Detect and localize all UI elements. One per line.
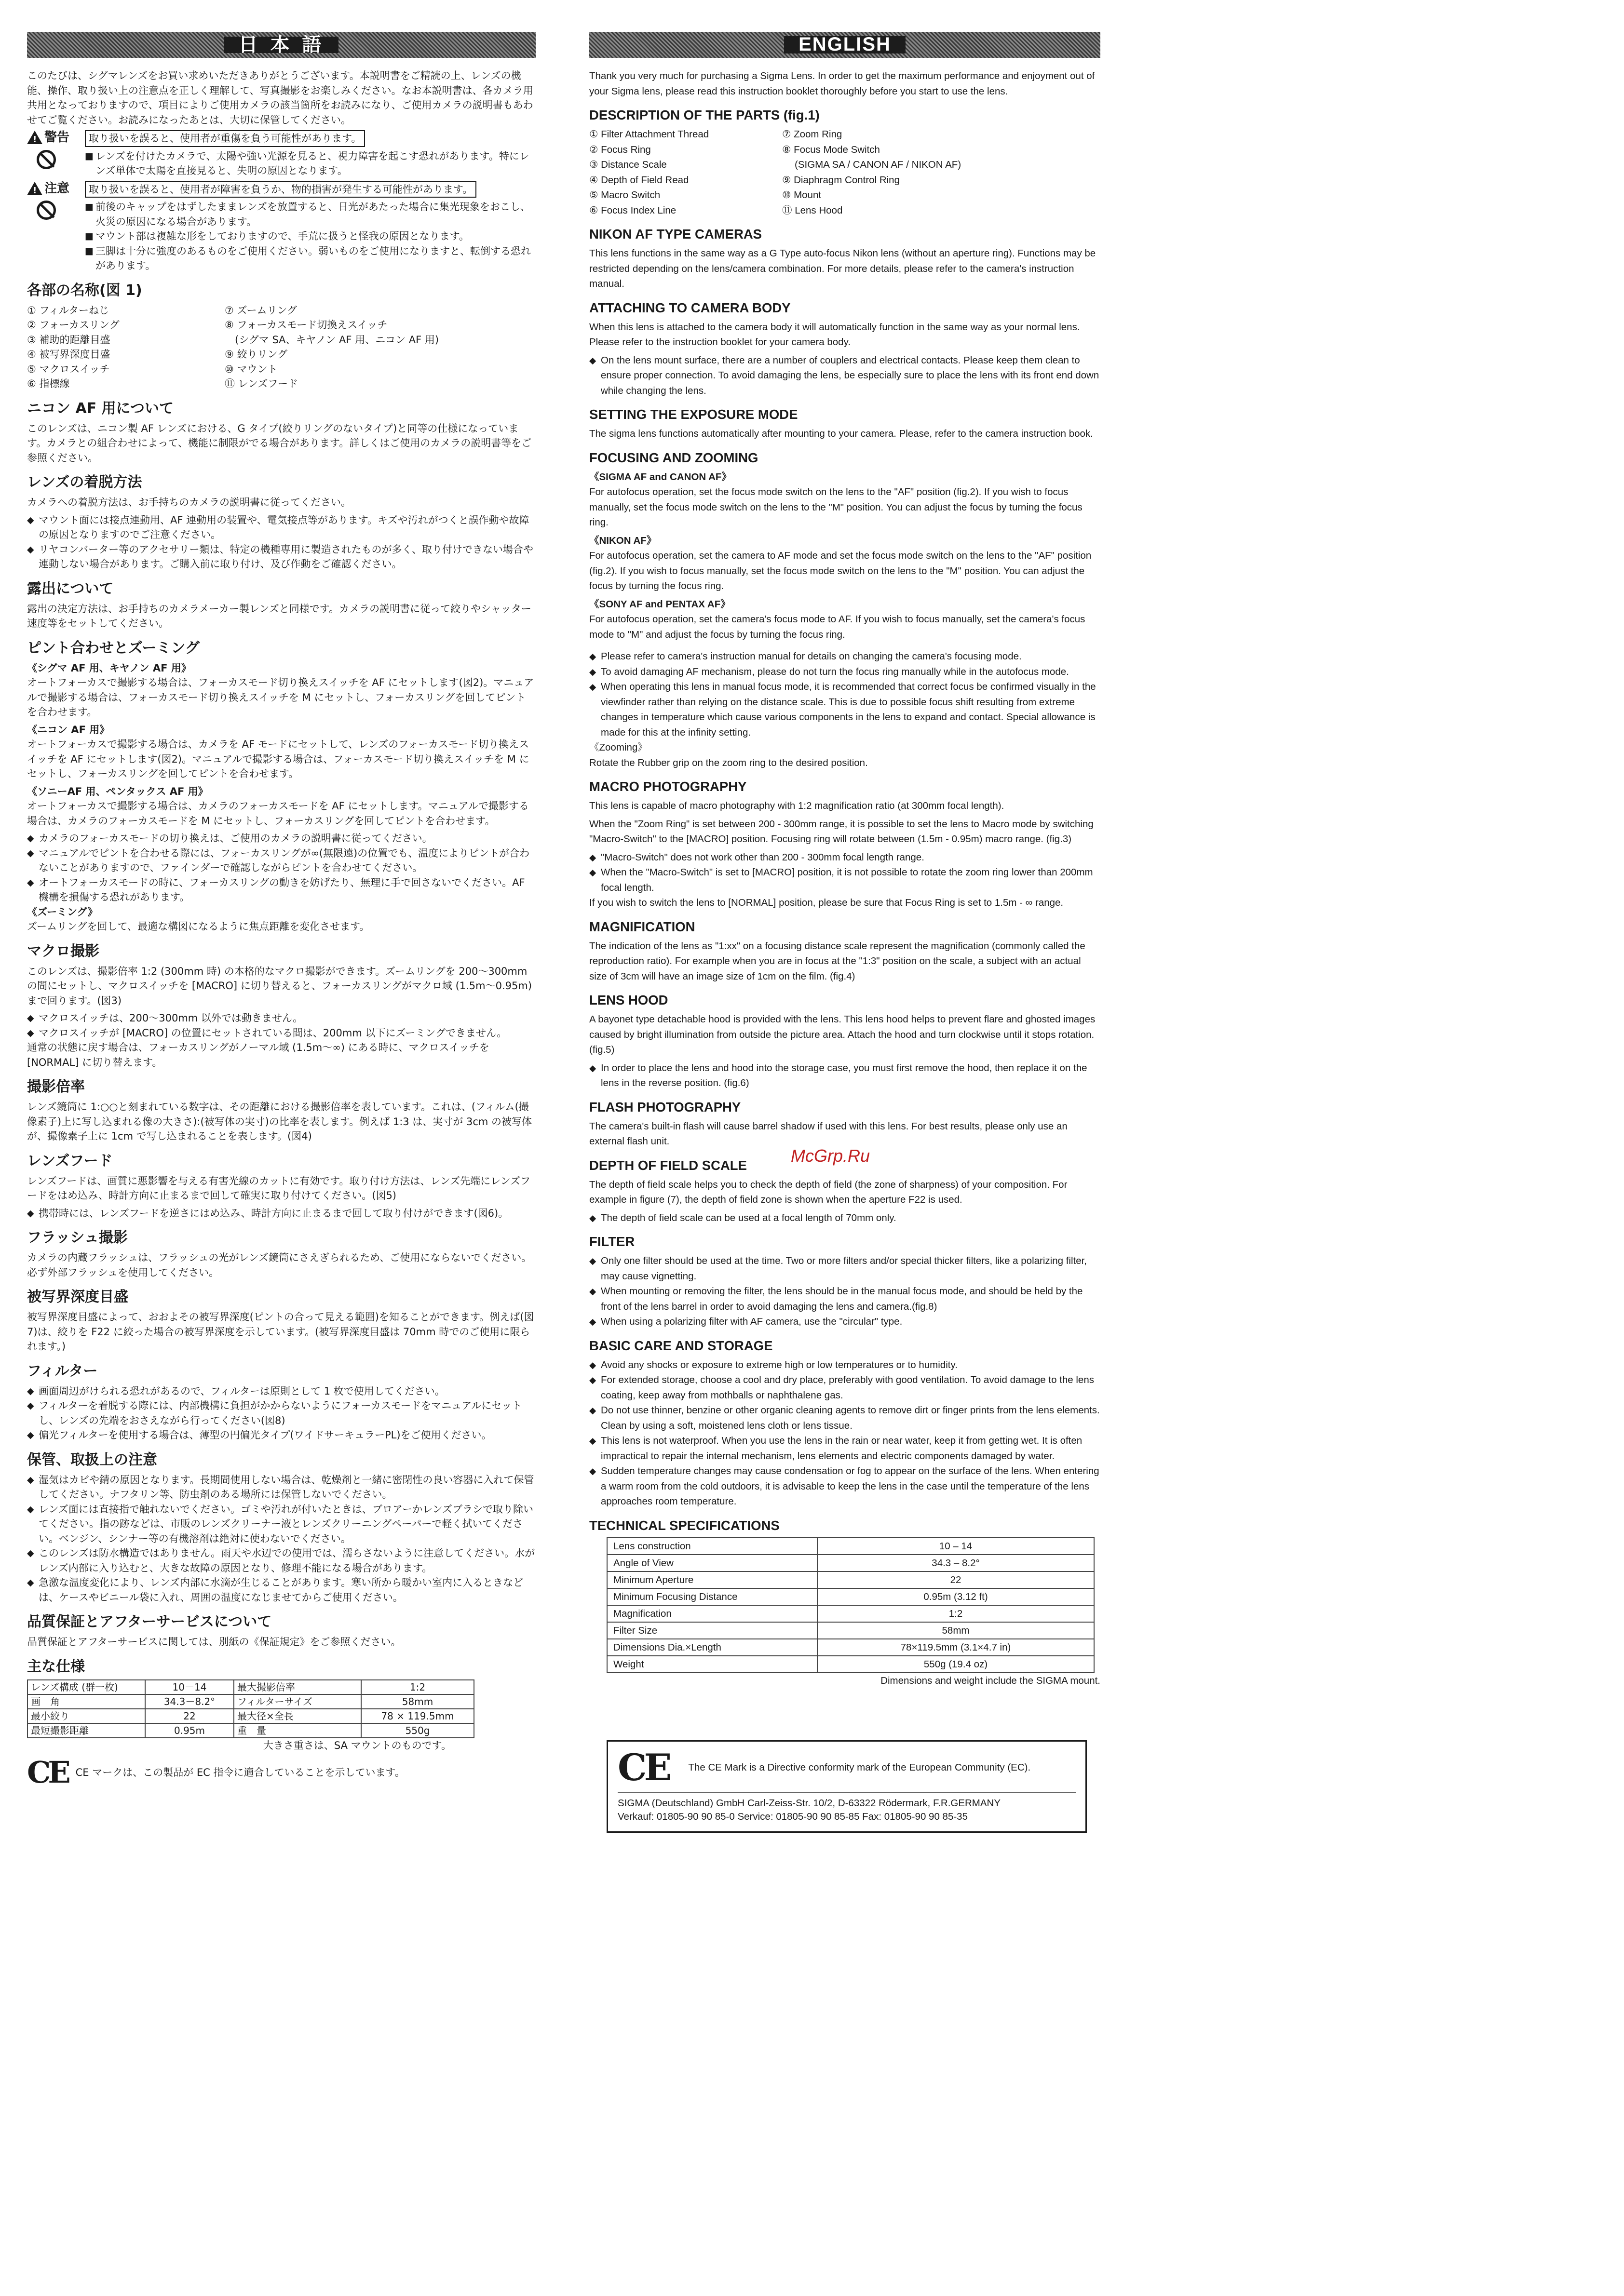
- part-item: ⑪ Lens Hood: [782, 204, 843, 216]
- spec-row: [607, 1538, 1094, 1555]
- focus-text: For autofocus operation, set the camera's focus mode to AF. If you wish to focus manually, set the camera's focus mode to "M" and adjust the focus by turning the focus ring.: [589, 614, 1085, 640]
- part-item: ⑪ レンズフード: [225, 378, 298, 389]
- macro-text-en: When the "Zoom Ring" is set between 200 - 300mm range, it is possible to set the lens to Macro mode by switching "Macro-Switch" to the [MACRO] position. Focusing ring will rotate between (1.5m - 0.95m) macro range. (fig.3): [589, 818, 1094, 845]
- part-item: ① フィルターねじ: [27, 304, 109, 316]
- warning-icon: [27, 131, 42, 144]
- focus-subheading: 《SIGMA AF and CANON AF》: [589, 471, 731, 483]
- part-item: ⑦ ズームリング: [225, 304, 298, 316]
- exposure-text-en: The sigma lens functions automatically after mounting to your camera. Please, refer to the camera instruction book.: [589, 428, 1093, 439]
- spec-value: 78 × 119.5mm: [361, 1709, 474, 1723]
- part-item: ③ Distance Scale: [589, 159, 667, 170]
- caution-icon: [27, 182, 42, 195]
- intro-jp: このたびは、シグマレンズをお買い求めいただきありがとうございます。本説明書をご精読の上、レンズの機能、操作、取り扱い上の注意点を正しく理解して、写真撮影をお楽しみください。なお本説明書は、各カメラ用共用となっておりますので、項目によりご使用カメラの該当箇所をお読みになり、ご使用カメラの説明書もあわせてご覧ください。お読みになったあとは、大切に保管してください。: [27, 70, 533, 126]
- spec-value: 34.3－8.2°: [145, 1694, 234, 1709]
- hood-heading-en: LENS HOOD: [589, 993, 668, 1007]
- japanese-title: 日 本 語: [224, 37, 339, 54]
- care-item: ◆ This lens is not waterproof. When you use the lens in the rain or near water, keep it from getting wet. It is often impractical to repair the internal mechanism, lens elements and electric components damaged by water.: [589, 1433, 1100, 1464]
- care-item: ◆ Do not use thinner, benzine or other organic cleaning agents to remove dirt or finger prints from the lens elements. Clean by using a soft, moistened lens cloth or lens tissue.: [589, 1403, 1100, 1433]
- spec-row: [27, 1723, 474, 1738]
- ce-text-jp: CE マークは、この製品が EC 指令に適合していることを示しています。: [75, 1767, 405, 1778]
- macro-item: ◆ "Macro-Switch" does not work other than 200 - 300mm focal length range.: [589, 850, 1100, 865]
- spec-label: Angle of View: [607, 1555, 817, 1571]
- intro-en: Thank you very much for purchasing a Sigma Lens. In order to get the maximum performance and enjoyment out of your Sigma lens, please read this instruction booklet thoroughly before you start to use the lens.: [589, 70, 1095, 97]
- company-address: SIGMA (Deutschland) GmbH Carl-Zeiss-Str. 10/2, D-63322 Rödermark, F.R.GERMANY: [618, 1798, 1001, 1809]
- nikon-heading-en: NIKON AF TYPE CAMERAS: [589, 227, 762, 242]
- warning-box: 取り扱いを誤ると、使用者が重傷を負う可能性があります。: [85, 130, 365, 147]
- zoom-subheading: 《ズーミング》: [27, 906, 98, 918]
- spec-label: Lens construction: [607, 1538, 817, 1555]
- flash-heading-en: FLASH PHOTOGRAPHY: [589, 1099, 741, 1114]
- focus-text: オートフォーカスで撮影する場合は、フォーカスモード切り換えスイッチを AF にセットします(図2)。マニュアルで撮影する場合は、フォーカスモード切り換えスイッチを M にセットし、フォーカスリングを回してピントを合わせます。: [27, 677, 534, 718]
- focus-item: ◆ マニュアルでピントを合わせる際には、フォーカスリングが∞(無限遠)の位置でも、温度によりピントが合わないことがありますので、ファインダーで確認しながらピントを合わせてください。: [27, 846, 536, 875]
- magnification-heading-en: MAGNIFICATION: [589, 919, 695, 934]
- focus-heading-en: FOCUSING AND ZOOMING: [589, 450, 758, 465]
- filter-item: ◆ When using a polarizing filter with AF camera, use the "circular" type.: [589, 1314, 1100, 1329]
- spec-value: 550g (19.4 oz): [817, 1656, 1094, 1673]
- attach-text-en: When this lens is attached to the camera body it will automatically function in the same way as your normal lens. Please refer to the instruction booklet for your camera body.: [589, 321, 1080, 348]
- specs-heading-en: TECHNICAL SPECIFICATIONS: [589, 1517, 780, 1533]
- zoom-subheading: 《Zooming》: [589, 742, 648, 753]
- part-item: ⑧ フォーカスモード切換えスイッチ: [225, 319, 388, 331]
- spec-label: 重 量: [234, 1723, 361, 1738]
- macro-heading-en: MACRO PHOTOGRAPHY: [589, 779, 747, 794]
- focus-heading-jp: ピント合わせとズーミング: [27, 639, 200, 657]
- prohibited-icon: [37, 201, 56, 220]
- flash-text-en: The camera's built-in flash will cause barrel shadow if used with this lens. For best results, please only use an external flash unit.: [589, 1120, 1068, 1147]
- magnification-text-en: The indication of the lens as "1:xx" on a focusing distance scale represent the magnification (commonly called the reproduction ratio). For example when you are in focus at the "1:3" position on the scale, a subject with an actual size of 3cm will have an image size of 1cm on the film. (fig.4): [589, 940, 1085, 982]
- warranty-text-jp: 品質保証とアフターサービスに関しては、別紙の《保証規定》をご参照ください。: [27, 1636, 401, 1648]
- focus-item: ◆ Please refer to camera's instruction manual for details on changing the camera's focusing mode.: [589, 649, 1100, 664]
- caution-box: 取り扱いを誤ると、使用者が障害を負うか、物的損害が発生する可能性があります。: [85, 181, 476, 198]
- english-title-banner: [589, 32, 1100, 58]
- spec-label: Minimum Focusing Distance: [607, 1588, 817, 1605]
- part-item: ⑥ Focus Index Line: [589, 204, 677, 216]
- spec-label: Minimum Aperture: [607, 1571, 817, 1588]
- warranty-heading-jp: 品質保証とアフターサービスについて: [27, 1613, 272, 1630]
- spec-value: 10 – 14: [817, 1538, 1094, 1555]
- part-item: ⑧ Focus Mode Switch: [782, 144, 880, 155]
- filter-item: ◆ フィルターを着脱する際には、内部機構に負担がかからないようにフォーカスモードをマニュアルにセットし、レンズの先端をおさえながら行ってください(図8): [27, 1398, 536, 1428]
- spec-table-jp: [27, 1679, 474, 1738]
- spec-label: Magnification: [607, 1605, 817, 1622]
- macro-text-en: This lens is capable of macro photography with 1:2 magnification ratio (at 300mm focal length).: [589, 800, 1004, 811]
- exposure-heading-en: SETTING THE EXPOSURE MODE: [589, 407, 798, 422]
- caution-label: 注意: [44, 181, 70, 196]
- parts-list-en: [589, 127, 1100, 218]
- spec-note-en: Dimensions and weight include the SIGMA mount.: [880, 1675, 1100, 1686]
- part-item: ⑨ Diaphragm Control Ring: [782, 174, 900, 186]
- care-item: ◆ For extended storage, choose a cool and dry place, preferably with good ventilation. To avoid damage to the lens coating, keep away from mothballs or naphthalene gas.: [589, 1372, 1100, 1403]
- spec-row: [607, 1656, 1094, 1673]
- focus-item: ◆ オートフォーカスモードの時に、フォーカスリングの動きを妨げたり、無理に手で回さないでください。AF 機構を損傷する恐れがあります。: [27, 875, 536, 905]
- spec-label: Weight: [607, 1656, 817, 1673]
- focus-item: ◆ When operating this lens in manual focus mode, it is recommended that correct focus be confirmed visually in the viewfinder rather than relying on the distance scale. This is due to possible focus shift resulting from extreme changes in temperature which cause various components in the lens to expand and contact. Special allowance is made for this at the infinity setting.: [589, 679, 1100, 740]
- spec-table-en: [607, 1537, 1095, 1673]
- macro-item: ◆ マクロスイッチは、200～300mm 以外では動きません。: [27, 1011, 536, 1026]
- spec-row: [27, 1709, 474, 1723]
- care-item: ◆ レンズ面には直接指で触れないでください。ゴミや汚れが付いたときは、ブロアーかレンズブラシで取り除いてください。指の跡などは、市販のレンズクリーナー液とレンズクリーニングペーパーで軽く拭いてください。ベンジン、シンナー等の有機溶剤は絶対に使わないでください。: [27, 1502, 536, 1546]
- parts-heading-jp: 各部の名称(図 1): [27, 282, 142, 299]
- caution-block: [27, 181, 536, 273]
- ce-mark-logo: CE: [618, 1746, 669, 1789]
- spec-value: 22: [817, 1571, 1094, 1588]
- spec-value: 34.3 – 8.2°: [817, 1555, 1094, 1571]
- magnification-text-jp: レンズ鏡筒に 1:○○と刻まれている数字は、その距離における撮影倍率を表しています。これは、(フィルム(撮像素子)上に写し込まれる像の大きさ):(被写体の実寸)の比率を表します。例えば 1:3 は、実寸が 3cm の被写体が、撮像素子上に 1cm で写し込まれることを表します。(図4): [27, 1101, 532, 1142]
- spec-value: 0.95m (3.12 ft): [817, 1588, 1094, 1605]
- hood-item: ◆ In order to place the lens and hood into the storage case, you must first remove the hood, then replace it on the lens in the reverse position. (fig.6): [589, 1061, 1100, 1091]
- magnification-heading-jp: 撮影倍率: [27, 1078, 85, 1095]
- ce-mark-logo: CE: [27, 1755, 68, 1790]
- dof-heading-jp: 被写界深度目盛: [27, 1289, 128, 1305]
- care-item: ◆ 湿気はカビや錆の原因となります。長期間使用しない場合は、乾燥剤と一緒に密閉性の良い容器に入れて保管してください。ナフタリン等、防虫剤のある場所には保管しないでください。: [27, 1473, 536, 1502]
- spec-value: 10－14: [145, 1680, 234, 1694]
- part-item: ② フォーカスリング: [27, 319, 120, 331]
- spec-row: [27, 1694, 474, 1709]
- ce-line-jp: [27, 1755, 536, 1790]
- filter-heading-jp: フィルター: [27, 1362, 98, 1380]
- care-heading-en: BASIC CARE AND STORAGE: [589, 1338, 773, 1353]
- filter-item: ◆ 偏光フィルターを使用する場合は、薄型の円偏光タイプ(ワイドサーキュラーPL)をご使用ください。: [27, 1428, 536, 1443]
- focus-text: オートフォーカスで撮影する場合は、カメラのフォーカスモードを AF にセットします。マニュアルで撮影する場合は、カメラのフォーカスモードを M にセットし、フォーカスリングを回してピントを合わせます。: [27, 800, 529, 827]
- exposure-heading-jp: 露出について: [27, 580, 114, 597]
- care-item: ◆ 急激な温度変化により、レンズ内部に水滴が生じることがあります。寒い所から暖かい室内に入るときなどは、ケースやビニール袋に入れ、周囲の温度になじませてからご使用ください。: [27, 1575, 536, 1605]
- spec-row: [607, 1571, 1094, 1588]
- part-item: ⑩ マウント: [225, 363, 278, 375]
- part-item: ② Focus Ring: [589, 144, 651, 155]
- part-item: ⑤ マクロスイッチ: [27, 363, 110, 375]
- dof-heading-en: DEPTH OF FIELD SCALE: [589, 1157, 747, 1173]
- english-column: [589, 32, 1100, 1833]
- focus-text: For autofocus operation, set the camera to AF mode and set the focus mode switch on the lens to the "AF" position (fig.2). If you wish to focus manually, set the focus mode switch on the lens to the "M" position. You can adjust the focus by turning the focus ring.: [589, 550, 1092, 591]
- spec-row: [607, 1605, 1094, 1622]
- dof-text-en: The depth of field scale helps you to check the depth of field (the zone of sharpness) of your composition. For example in figure (7), the depth of field zone is shown when the aperture F22 is used.: [589, 1179, 1068, 1205]
- spec-label: 最短撮影距離: [27, 1723, 145, 1738]
- nikon-heading-jp: ニコン AF 用について: [27, 400, 174, 417]
- nikon-text-en: This lens functions in the same way as a G Type auto-focus Nikon lens (without an aperture ring). Functions may be restricted depending on the lens/camera combination. For more details, please refer to the camera's instruction manual.: [589, 248, 1096, 289]
- attach-item: ◆ リヤコンバーター等のアクセサリー類は、特定の機種専用に製造されたものが多く、取り付けできない場合や連動しない場合があります。ご購入前に取り付け、及び作動をご確認ください。: [27, 542, 536, 572]
- attach-heading-jp: レンズの着脱方法: [27, 474, 142, 491]
- ce-text-en: The CE Mark is a Directive conformity mark of the European Community (EC).: [688, 1762, 1031, 1773]
- spec-label: レンズ構成 (群一枚): [27, 1680, 145, 1694]
- focus-subheading: 《NIKON AF》: [589, 535, 657, 546]
- hood-heading-jp: レンズフード: [27, 1152, 113, 1169]
- specs-heading-jp: 主な仕様: [27, 1658, 85, 1675]
- warning-block: [27, 130, 536, 178]
- attach-item: ◆ On the lens mount surface, there are a number of couplers and electrical contacts. Please keep them clean to ensure proper connection. To avoid damaging the lens, be especially sure to place the lens with its front end down while changing the lens.: [589, 353, 1100, 399]
- focus-item: ◆ To avoid damaging AF mechanism, please do not turn the focus ring manually while in the autofocus mode.: [589, 664, 1100, 680]
- part-item: (シグマ SA、キヤノン AF 用、ニコン AF 用): [225, 334, 439, 346]
- part-item: ⑥ 指標線: [27, 378, 70, 389]
- attach-text-jp: カメラへの着脱方法は、お手持ちのカメラの説明書に従ってください。: [27, 497, 351, 508]
- part-item: (SIGMA SA / CANON AF / NIKON AF): [795, 159, 961, 170]
- spec-value: 78×119.5mm (3.1×4.7 in): [817, 1639, 1094, 1656]
- macro-heading-jp: マクロ撮影: [27, 942, 99, 960]
- nikon-text-jp: このレンズは、ニコン製 AF レンズにおける、G タイプ(絞りリングのないタイプ)と同等の仕様になっています。カメラとの組合わせによって、機能に制限がでる場合があります。詳しくはご使用のカメラの説明書等をご参照ください。: [27, 422, 532, 464]
- part-item: ⑩ Mount: [782, 189, 822, 201]
- care-heading-jp: 保管、取扱上の注意: [27, 1451, 157, 1468]
- spec-value: 1:2: [361, 1680, 474, 1694]
- dof-item: ◆ The depth of field scale can be used at a focal length of 70mm only.: [589, 1210, 1100, 1226]
- part-item: ⑦ Zoom Ring: [782, 129, 842, 140]
- macro-item: ◆ マクロスイッチが [MACRO] の位置にセットされている間は、200mm 以下にズーミングできません。: [27, 1026, 536, 1041]
- hood-item: ◆ 携帯時には、レンズフードを逆さにはめ込み、時計方向に止まるまで回して取り付けができます(図6)。: [27, 1206, 536, 1221]
- spec-row: [607, 1622, 1094, 1639]
- spec-label: 画 角: [27, 1694, 145, 1709]
- warning-item: ■ レンズを付けたカメラで、太陽や強い光源を見ると、視力障害を起こす恐れがあります。特にレンズ単体で太陽を直接見ると、失明の原因となります。: [85, 149, 536, 178]
- parts-list-jp: [27, 303, 536, 391]
- macro-after-jp: 通常の状態に戻す場合は、フォーカスリングがノーマル域 (1.5m～∞) にある時に、マクロスイッチを [NORMAL] に切り替えます。: [27, 1042, 489, 1068]
- attach-item: ◆ マウント面には接点連動用、AF 連動用の装置や、電気接点等があります。キズや汚れがつくと誤作動や故障の原因となりますのでご注意ください。: [27, 513, 536, 542]
- focus-item: ◆ カメラのフォーカスモードの切り換えは、ご使用のカメラの説明書に従ってください。: [27, 831, 536, 846]
- filter-item: ◆ Only one filter should be used at the time. Two or more filters and/or special thicker filters, like a polarizing filter, may cause vignetting.: [589, 1253, 1100, 1284]
- spec-note-jp: 大きさ重さは、SA マウントのものです。: [263, 1739, 451, 1751]
- flash-heading-jp: フラッシュ撮影: [27, 1229, 128, 1246]
- spec-value: 58mm: [817, 1622, 1094, 1639]
- spec-label: 最小絞り: [27, 1709, 145, 1723]
- warning-label: 警告: [44, 130, 70, 145]
- part-item: ④ 被写界深度目盛: [27, 349, 110, 360]
- zoom-text: Rotate the Rubber grip on the zoom ring to the desired position.: [589, 757, 868, 768]
- spec-label: Filter Size: [607, 1622, 817, 1639]
- focus-text: オートフォーカスで撮影する場合は、カメラを AF モードにセットして、レンズのフォーカスモード切り換えスイッチを AF にセットします(図2)。マニュアルで撮影する場合は、フォーカスモード切り換えスイッチを M にセットし、フォーカスリングを回してピントを合わせます。: [27, 738, 529, 779]
- spec-label: フィルターサイズ: [234, 1694, 361, 1709]
- flash-text-jp: カメラの内蔵フラッシュは、フラッシュの光がレンズ鏡筒にさえぎられるため、ご使用にならないでください。必ず外部フラッシュを使用してください。: [27, 1252, 532, 1278]
- spec-value: 1:2: [817, 1605, 1094, 1622]
- part-item: ⑨ 絞りリング: [225, 349, 288, 360]
- spec-value: 550g: [361, 1723, 474, 1738]
- japanese-column: [27, 32, 536, 1790]
- caution-item: ■ マウント部は複雑な形をしておりますので、手荒に扱うと怪我の原因となります。: [85, 229, 536, 244]
- filter-item: ◆ When mounting or removing the filter, the lens should be in the manual focus mode, and should be held by the front of the lens barrel in order to avoid damaging the lens and camera.(fig.8): [589, 1284, 1100, 1314]
- spec-value: 0.95m: [145, 1723, 234, 1738]
- english-title: ENGLISH: [784, 36, 906, 54]
- dof-text-jp: 被写界深度目盛によって、おおよその被写界深度(ピントの合って見える範囲)を知ることができます。例えば(図7)は、絞りを F22 に絞った場合の被写界深度を示しています。(被写界深度目盛は 70mm 時でのご使用に限られます。): [27, 1311, 534, 1352]
- filter-item: ◆ 画面周辺がけられる恐れがあるので、フィルターは原則として 1 枚で使用してください。: [27, 1384, 536, 1399]
- spec-row: [607, 1555, 1094, 1571]
- focus-subheading: 《ソニーAF 用、ペンタックス AF 用》: [27, 785, 208, 797]
- focus-subheading: 《ニコン AF 用》: [27, 724, 110, 736]
- focus-text: For autofocus operation, set the focus mode switch on the lens to the "AF" position (fig.2). If you wish to focus manually, set the focus mode switch on the lens to the "M" position. You can adjust the focus by turning the focus ring.: [589, 486, 1083, 528]
- watermark: McGrp.Ru: [791, 1146, 870, 1166]
- spec-row: [607, 1639, 1094, 1656]
- care-item: ◆ Sudden temperature changes may cause condensation or fog to appear on the surface of the lens. When entering a warm room from the cold outdoors, it is advisable to keep the lens in the case until the temperature of the lens approaches room temperature.: [589, 1464, 1100, 1509]
- part-item: ① Filter Attachment Thread: [589, 129, 709, 140]
- part-item: ④ Depth of Field Read: [589, 174, 689, 186]
- focus-subheading: 《シグマ AF 用、キヤノン AF 用》: [27, 662, 191, 674]
- care-item: ◆ Avoid any shocks or exposure to extreme high or low temperatures or to humidity.: [589, 1357, 1100, 1373]
- part-item: ③ 補助的距離目盛: [27, 334, 110, 346]
- spec-label: 最大撮影倍率: [234, 1680, 361, 1694]
- macro-item: ◆ When the "Macro-Switch" is set to [MACRO] position, it is not possible to rotate the zoom ring lower than 200mm focal length.: [589, 865, 1100, 895]
- exposure-text-jp: 露出の決定方法は、お手持ちのカメラメーカー製レンズと同様です。カメラの説明書に従って絞りやシャッター速度等をセットしてください。: [27, 603, 531, 629]
- parts-heading-en: DESCRIPTION OF THE PARTS (fig.1): [589, 107, 820, 122]
- hood-text-en: A bayonet type detachable hood is provided with the lens. This lens hood helps to prevent flare and ghosted images caused by bright illumination from outside the picture area. Attach the hood and turn clockwise until it stops rotation. (fig.5): [589, 1014, 1096, 1055]
- spec-label: 最大径×全長: [234, 1709, 361, 1723]
- spec-row: [607, 1588, 1094, 1605]
- macro-text-jp: このレンズは、撮影倍率 1:2 (300mm 時) の本格的なマクロ撮影ができます。ズームリングを 200～300mm の間にセットし、マクロスイッチを [MACRO] に切り替えると、フォーカスリングがマクロ域 (1.5m～0.95m) まで回ります。(図3): [27, 965, 532, 1007]
- part-item: ⑤ Macro Switch: [589, 189, 661, 201]
- focus-subheading: 《SONY AF and PENTAX AF》: [589, 598, 731, 610]
- spec-value: 58mm: [361, 1694, 474, 1709]
- spec-row: [27, 1680, 474, 1694]
- prohibited-icon: [37, 150, 56, 169]
- company-phones: Verkauf: 01805-90 90 85-0 Service: 01805-90 90 85-85 Fax: 01805-90 90 85-35: [618, 1811, 968, 1822]
- caution-item: ■ 三脚は十分に強度のあるものをご使用ください。弱いものをご使用になりますと、転倒する恐れがあります。: [85, 244, 536, 273]
- hood-text-jp: レンズフードは、画質に悪影響を与える有害光線のカットに有効です。取り付け方法は、レンズ先端にレンズフードをはめ込み、時計方向に止まるまで回して確実に取り付けてください。(図5): [27, 1175, 531, 1201]
- spec-label: Dimensions Dia.×Length: [607, 1639, 817, 1656]
- spec-value: 22: [145, 1709, 234, 1723]
- filter-heading-en: FILTER: [589, 1234, 635, 1249]
- zoom-text: ズームリングを回して、最適な構図になるように焦点距離を変化させます。: [27, 921, 370, 932]
- care-item: ◆ このレンズは防水構造ではありません。雨天や水辺での使用では、濡らさないように注意してください。水がレンズ内部に入り込むと、大きな故障の原因となり、修理不能になる場合があります。: [27, 1546, 536, 1575]
- attach-heading-en: ATTACHING TO CAMERA BODY: [589, 300, 791, 315]
- japanese-title-banner: [27, 32, 536, 58]
- ce-info-box: [607, 1740, 1087, 1833]
- caution-item: ■ 前後のキャップをはずしたままレンズを放置すると、日光があたった場合に集光現象をおこし、火災の原因になる場合があります。: [85, 200, 536, 229]
- macro-after-en: If you wish to switch the lens to [NORMAL] position, please be sure that Focus Ring is set to 1.5m - ∞ range.: [589, 897, 1064, 908]
